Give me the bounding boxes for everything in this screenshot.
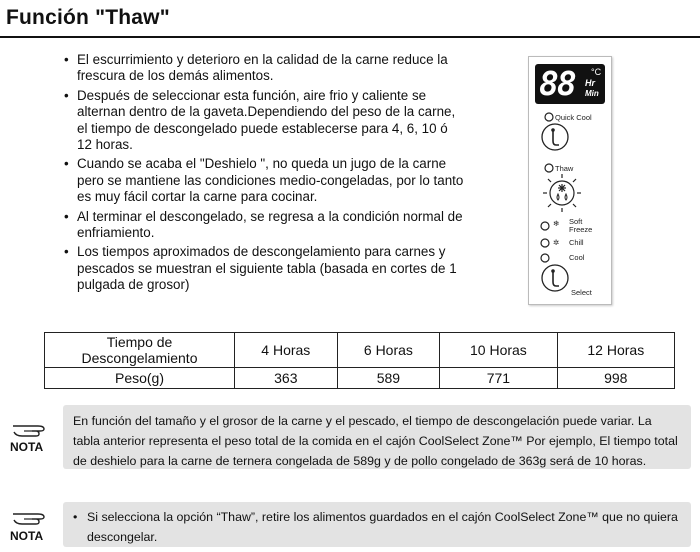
bullet-item: • Después de seleccionar esta función, aire frio y caliente se alternan dentro de la gaveta.Dependiendo del peso de la carne, el tiempo de descongelado puede establecerse para 4, 6, 10 ó 12 horas. <box>64 88 464 154</box>
page-title: Función "Thaw" <box>6 6 170 29</box>
chill-snowflake-icon: ✲ <box>553 238 560 247</box>
display-digits: 88 <box>539 64 575 103</box>
table-header-row <box>45 333 675 368</box>
temperature-display <box>535 64 605 104</box>
select-label: Select <box>571 288 592 297</box>
cool-label: Cool <box>569 253 585 262</box>
soft-label: Soft <box>569 217 583 226</box>
soft-freeze-snowflake-icon: ❄ <box>553 219 560 228</box>
soft-freeze-indicator-icon <box>539 220 551 232</box>
table-column-header: 4 Horas <box>235 333 338 368</box>
note-bullet: • <box>73 510 78 524</box>
note-box <box>63 502 691 547</box>
hr-label: Hr <box>585 78 596 88</box>
table-cell: 771 <box>440 368 557 389</box>
table-column-header: 6 Horas <box>337 333 440 368</box>
bullet-list <box>64 52 464 297</box>
table-header-label: Tiempo de Descongelamiento <box>45 333 235 368</box>
min-label: Min <box>585 89 599 98</box>
chill-indicator-icon <box>539 237 551 249</box>
select-button-icon <box>539 262 571 294</box>
table-column-header: 12 Horas <box>557 333 674 368</box>
pointing-hand-icon <box>10 418 50 440</box>
bullet-item: • Al terminar el descongelado, se regresa a la condición normal de enfriamiento. <box>64 209 464 242</box>
control-panel-illustration <box>528 56 612 305</box>
table-row <box>45 368 675 389</box>
table-column-header: 10 Horas <box>440 333 557 368</box>
thaw-label: Thaw <box>555 164 574 173</box>
thaw-time-table <box>44 332 675 389</box>
nota-label: NOTA <box>10 440 44 454</box>
bullet-item: • Los tiempos aproximados de descongelamiento para carnes y pescados se muestran el siguiente tabla (basada en cortes de 1 pulgada de grosor) <box>64 244 464 293</box>
quick-cool-label: Quick Cool <box>555 113 592 122</box>
pointing-hand-icon <box>10 506 50 528</box>
note-box <box>63 405 691 469</box>
bullet-item: • Cuando se acaba el "Deshielo ", no queda un jugo de la carne pero se mantiene las condiciones medio-congeladas, por lo tanto es muy fácil cortar la carne para cocinar. <box>64 156 464 205</box>
table-cell: 589 <box>337 368 440 389</box>
thaw-snowflake-icon <box>541 172 583 214</box>
note-text: En función del tamaño y el grosor de la carne y el pescado, el tiempo de descongelación puede variar. La tabla anterior representa el peso total de la comida en el cajón CoolSelect Zone™ Por ejemplo, El tiempo total de deshielo para la carne de ternera congelada de 589g y de pollo congelado de 363g será de 10 horas. <box>73 414 678 468</box>
table-cell: 363 <box>235 368 338 389</box>
nota-label: NOTA <box>10 529 44 543</box>
table-row-label: Peso(g) <box>45 368 235 389</box>
degree-unit: °C <box>591 67 602 77</box>
note-text: Si selecciona la opción “Thaw”, retire los alimentos guardados en el cajón CoolSelect Zone™ que no quiera descongelar. <box>87 510 678 544</box>
chill-label: Chill <box>569 238 584 247</box>
table-cell: 998 <box>557 368 674 389</box>
quick-cool-button-icon <box>539 121 571 153</box>
title-rule <box>0 36 700 38</box>
bullet-item: • El escurrimiento y deterioro en la calidad de la carne reduce la frescura de los demás alimentos. <box>64 52 464 85</box>
freeze-label: Freeze <box>569 225 593 234</box>
